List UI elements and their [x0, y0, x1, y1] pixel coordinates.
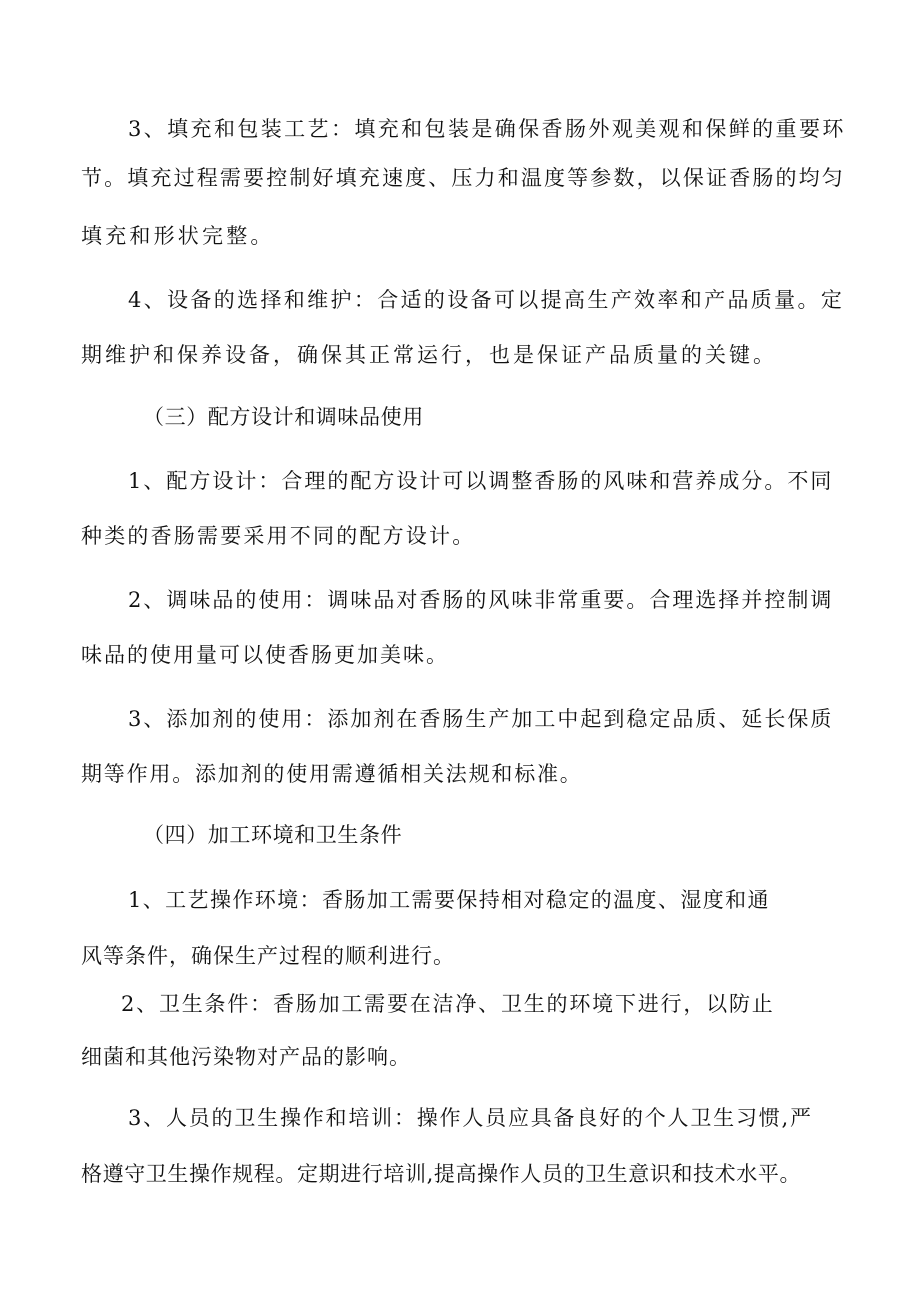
section-heading-formula: （三）配方设计和调味品使用: [143, 405, 424, 429]
paragraph-hygiene-line-1: 2、卫生条件：香肠加工需要在洁净、卫生的环境下进行，以防止: [121, 992, 775, 1016]
paragraph-staff-line-2: 格遵守卫生操作规程。定期进行培训,提高操作人员的卫生意识和技术水平。: [81, 1162, 802, 1186]
paragraph-additive-line-1: 3、添加剂的使用：添加剂在香肠生产加工中起到稳定品质、延长保质: [128, 707, 834, 731]
paragraph-additive-line-2: 期等作用。添加剂的使用需遵循相关法规和标准。: [81, 762, 583, 786]
paragraph-filling-line-1: 3、填充和包装工艺：填充和包装是确保香肠外观美观和保鲜的重要环: [128, 117, 846, 141]
paragraph-formula-design-line-1: 1、配方设计：合理的配方设计可以调整香肠的风味和营养成分。不同: [128, 469, 834, 493]
paragraph-formula-design-line-2: 种类的香肠需要采用不同的配方设计。: [81, 524, 476, 548]
paragraph-filling-line-3: 填充和形状完整。: [81, 224, 275, 248]
paragraph-equipment-line-2: 期维护和保养设备，确保其正常运行，也是保证产品质量的关键。: [81, 343, 777, 367]
paragraph-hygiene-line-2: 细菌和其他污染物对产品的影响。: [81, 1045, 411, 1069]
section-heading-environment: （四）加工环境和卫生条件: [143, 823, 403, 847]
paragraph-process-env-line-1: 1、工艺操作环境：香肠加工需要保持相对稳定的温度、湿度和通: [128, 888, 770, 912]
paragraph-staff-line-1: 3、人员的卫生操作和培训：操作人员应具备良好的个人卫生习惯,严: [128, 1106, 813, 1130]
paragraph-seasoning-line-2: 味品的使用量可以使香肠更加美味。: [81, 643, 449, 667]
paragraph-filling-line-2: 节。填充过程需要控制好填充速度、压力和温度等参数，以保证香肠的均匀: [81, 166, 845, 190]
paragraph-seasoning-line-1: 2、调味品的使用：调味品对香肠的风味非常重要。合理选择并控制调: [128, 588, 834, 612]
paragraph-equipment-line-1: 4、设备的选择和维护：合适的设备可以提高生产效率和产品质量。定: [128, 288, 845, 312]
paragraph-process-env-line-2: 风等条件，确保生产过程的顺利进行。: [81, 944, 455, 968]
